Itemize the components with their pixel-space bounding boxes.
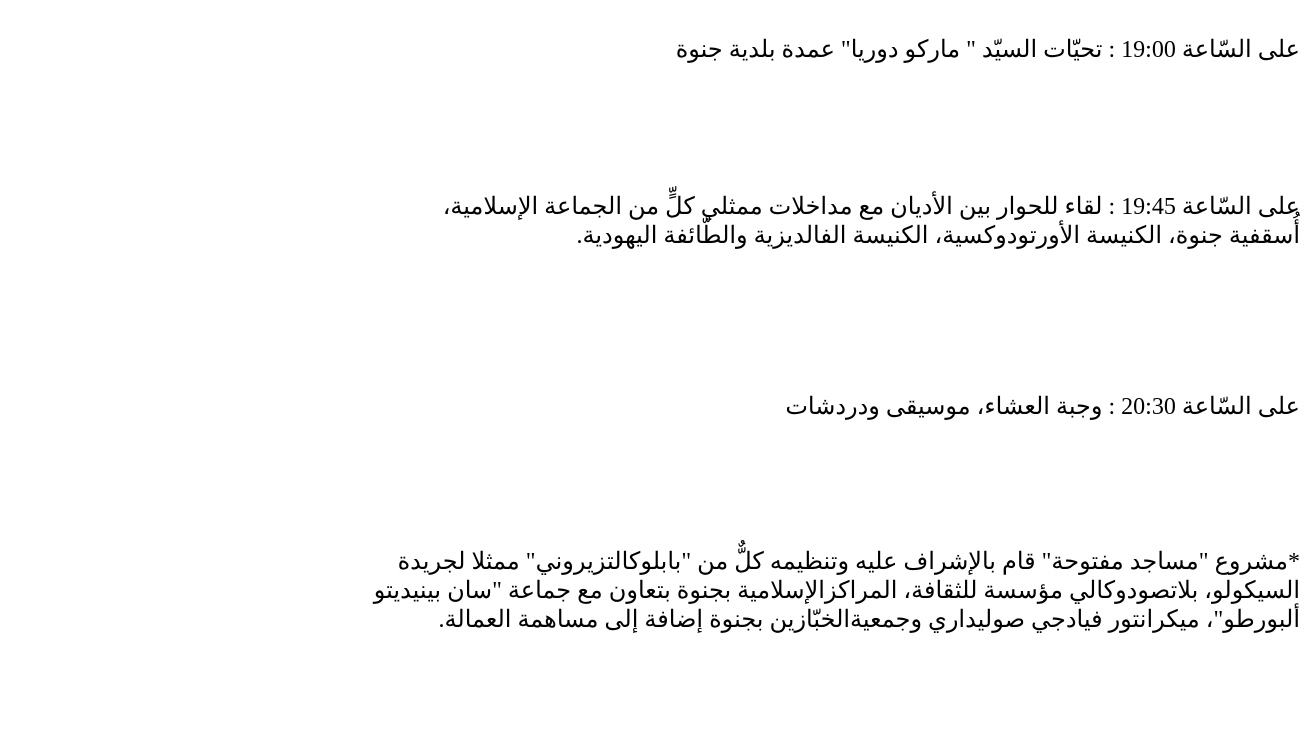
paragraph-line: أُسقفية جنوة، الكنيسة الأورتودوكسية، الكنيسة الفالديزية والطّائفة اليهودية.: [576, 223, 1300, 249]
project-credits-note: [374, 548, 1300, 635]
paragraph-line: السيكولو، بلاتصودوكالي مؤسسة للثقافة، المراكزالإسلامية بجنوة بتعاون مع جماعة "سان بينيديتو: [373, 578, 1300, 604]
paragraph-line: على السّاعة 19:00 : تحيّات السيّد " ماركو دوريا" عمدة بلدية جنوة: [675, 37, 1300, 63]
schedule-item-dinner: [785, 393, 1300, 422]
paragraph-line: على السّاعة 19:45 : لقاء للحوار بين الأديان مع مداخلات ممثلي كلٍّ من الجماعة الإسلامية،: [442, 194, 1300, 220]
schedule-item-interfaith-dialogue: [443, 193, 1300, 251]
paragraph-line: *مشروع "مساجد مفتوحة" قام بالإشراف عليه وتنظيمه كلٌّ من "بابلوكالتزيروني" ممثلا لجريدة: [397, 549, 1300, 575]
schedule-item-greetings: [676, 36, 1300, 65]
paragraph-line: ألبورطو"، ميكرانتور فيادجي صوليداري وجمعيةالخبّازين بجنوة إضافة إلى مساهمة العمالة.: [438, 607, 1300, 633]
paragraph-line: على السّاعة 20:30 : وجبة العشاء، موسيقى ودردشات: [785, 394, 1300, 420]
